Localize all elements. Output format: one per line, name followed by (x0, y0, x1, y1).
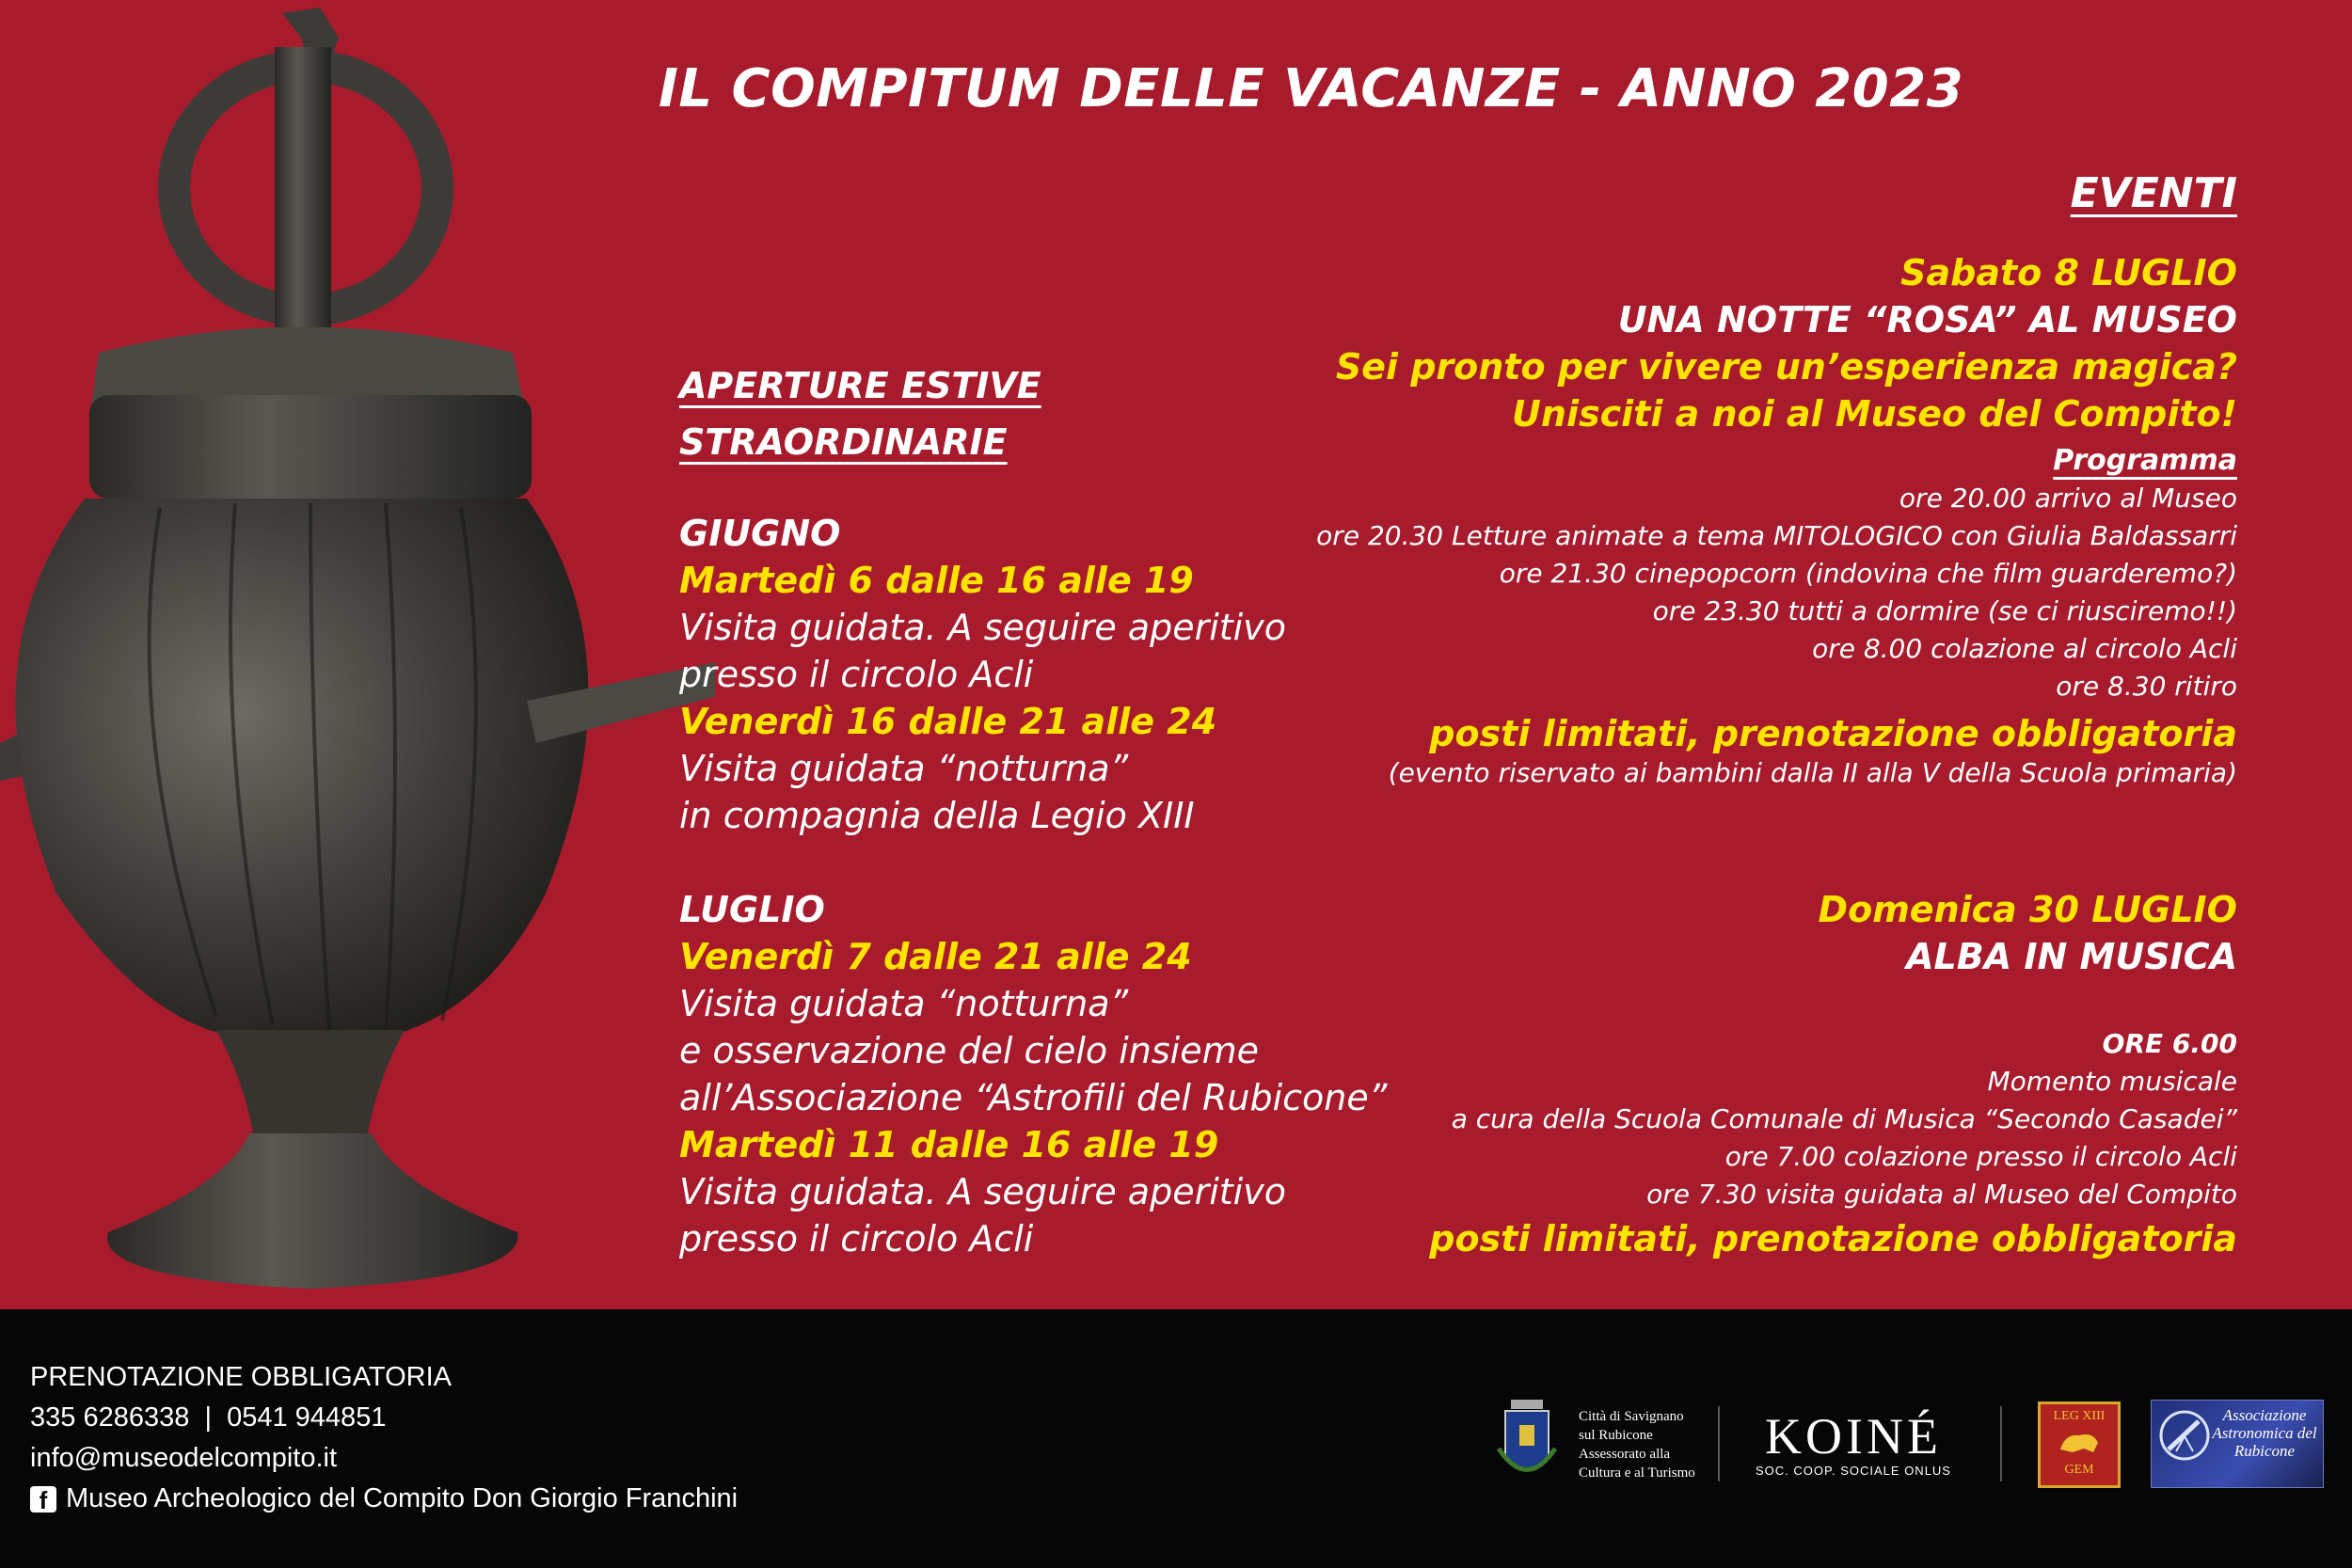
luglio-desc-1a: Visita guidata “notturna” (679, 983, 1129, 1024)
telescope-icon (2157, 1408, 2212, 1463)
giugno-date-2: Venerdì 16 dalle 21 alle 24 (679, 701, 1217, 742)
aperture-heading-2: STRAORDINARIE (679, 421, 1008, 463)
astro-logo (2151, 1400, 2324, 1488)
comune-line-2: sul Rubicone (1579, 1428, 1653, 1443)
event2-prog-4: ore 7.00 colazione presso il circolo Acli (1724, 1141, 2237, 1172)
event2-name: ALBA IN MUSICA (1906, 936, 2237, 977)
event2-date: Domenica 30 LUGLIO (1818, 889, 2237, 930)
giugno-desc-1b: presso il circolo Acli (679, 654, 1034, 695)
month-giugno: GIUGNO (679, 513, 841, 554)
koine-name: KOINÉ (1765, 1408, 1942, 1465)
event1-subnote: (evento riservato ai bambini dalla II alla V della Scuola primaria) (1388, 757, 2237, 788)
luglio-desc-1c: all’Associazione “Astrofili del Rubicone” (679, 1077, 1388, 1118)
phone-numbers[interactable]: 335 6286338 | 0541 944851 (30, 1402, 387, 1433)
giugno-desc-1a: Visita guidata. A seguire aperitivo (679, 607, 1286, 648)
luglio-date-2: Martedì 11 dalle 16 alle 19 (679, 1124, 1219, 1165)
comune-line-4: Cultura e al Turismo (1579, 1465, 1695, 1481)
vase-illustration (0, 0, 715, 1307)
event1-prog-4: ore 23.30 tutti a dormire (se ci riusciremo!!) (1652, 595, 2237, 626)
event1-date: Sabato 8 LUGLIO (1900, 252, 2237, 293)
event1-note: posti limitati, prenotazione obbligatoria (1429, 713, 2237, 754)
event1-prog-6: ore 8.30 ritiro (2056, 671, 2237, 702)
logo-divider-2 (2000, 1406, 2002, 1481)
giugno-desc-2a: Visita guidata “notturna” (679, 748, 1129, 789)
event1-tagline-1: Sei pronto per vivere un’esperienza magica? (1335, 346, 2237, 388)
comune-crest-icon (1494, 1392, 1560, 1491)
event2-prog-5: ore 7.30 visita guidata al Museo del Compito (1646, 1179, 2237, 1210)
facebook-page-name: Museo Archeologico del Compito Don Giorgio Franchini (66, 1483, 739, 1513)
lion-icon (2056, 1426, 2103, 1458)
legio-top-text: LEG XIII (2053, 1409, 2106, 1423)
luglio-desc-1b: e osservazione del cielo insieme (679, 1030, 1259, 1071)
event1-name: UNA NOTTE “ROSA” AL MUSEO (1617, 299, 2237, 341)
giugno-date-1: Martedì 6 dalle 16 alle 19 (679, 560, 1194, 601)
giugno-desc-2b: in compagnia della Legio XIII (679, 795, 1195, 836)
luglio-date-1: Venerdì 7 dalle 21 alle 24 (679, 936, 1192, 977)
astro-line-1: Associazione (2222, 1406, 2307, 1424)
event1-prog-1: ore 20.00 arrivo al Museo (1899, 483, 2237, 514)
legio-logo (2038, 1402, 2121, 1488)
event1-prog-2: ore 20.30 Letture animate a tema MITOLOGICO con Giulia Baldassarri (1316, 520, 2237, 551)
koine-logo (1756, 1409, 1951, 1513)
email-link[interactable]: info@museodelcompito.it (30, 1443, 338, 1473)
event1-programma-label: Programma (2053, 444, 2237, 477)
event2-note: posti limitati, prenotazione obbligatoria (1429, 1218, 2237, 1259)
comune-text (1579, 1407, 1695, 1511)
facebook-icon: f (30, 1486, 56, 1513)
event1-tagline-2: Unisciti a noi al Museo del Compito! (1512, 393, 2237, 435)
comune-line-3: Assessorato alla (1579, 1447, 1671, 1462)
event1-prog-5: ore 8.00 colazione al circolo Acli (1812, 633, 2237, 664)
luglio-desc-2b: presso il circolo Acli (679, 1218, 1034, 1259)
eventi-heading: EVENTI (2070, 169, 2237, 217)
footer-contacts (30, 1357, 738, 1519)
facebook-row[interactable] (30, 1479, 738, 1519)
astro-line-2: Astronomica del (2212, 1424, 2317, 1442)
comune-line-1: Città di Savignano (1579, 1409, 1684, 1424)
legio-bottom-text: GEM (2064, 1463, 2094, 1477)
month-luglio: LUGLIO (679, 889, 825, 930)
logo-divider-1 (1718, 1406, 1720, 1481)
event1-prog-3: ore 21.30 cinepopcorn (indovina che film guarderemo?) (1499, 558, 2237, 589)
event2-prog-2: Momento musicale (1987, 1066, 2237, 1097)
astro-line-3: Rubicone (2233, 1442, 2296, 1460)
event2-prog-1: ORE 6.00 (2102, 1028, 2237, 1059)
luglio-desc-2a: Visita guidata. A seguire aperitivo (679, 1171, 1286, 1212)
koine-subtitle: SOC. COOP. SOCIALE ONLUS (1756, 1464, 1951, 1478)
event2-prog-3: a cura della Scuola Comunale di Musica “Secondo Casadei” (1451, 1103, 2237, 1134)
aperture-heading-1: APERTURE ESTIVE (679, 365, 1041, 406)
booking-label: PRENOTAZIONE OBBLIGATORIA (30, 1362, 452, 1392)
page-title: IL COMPITUM DELLE VACANZE - ANNO 2023 (659, 58, 1964, 119)
